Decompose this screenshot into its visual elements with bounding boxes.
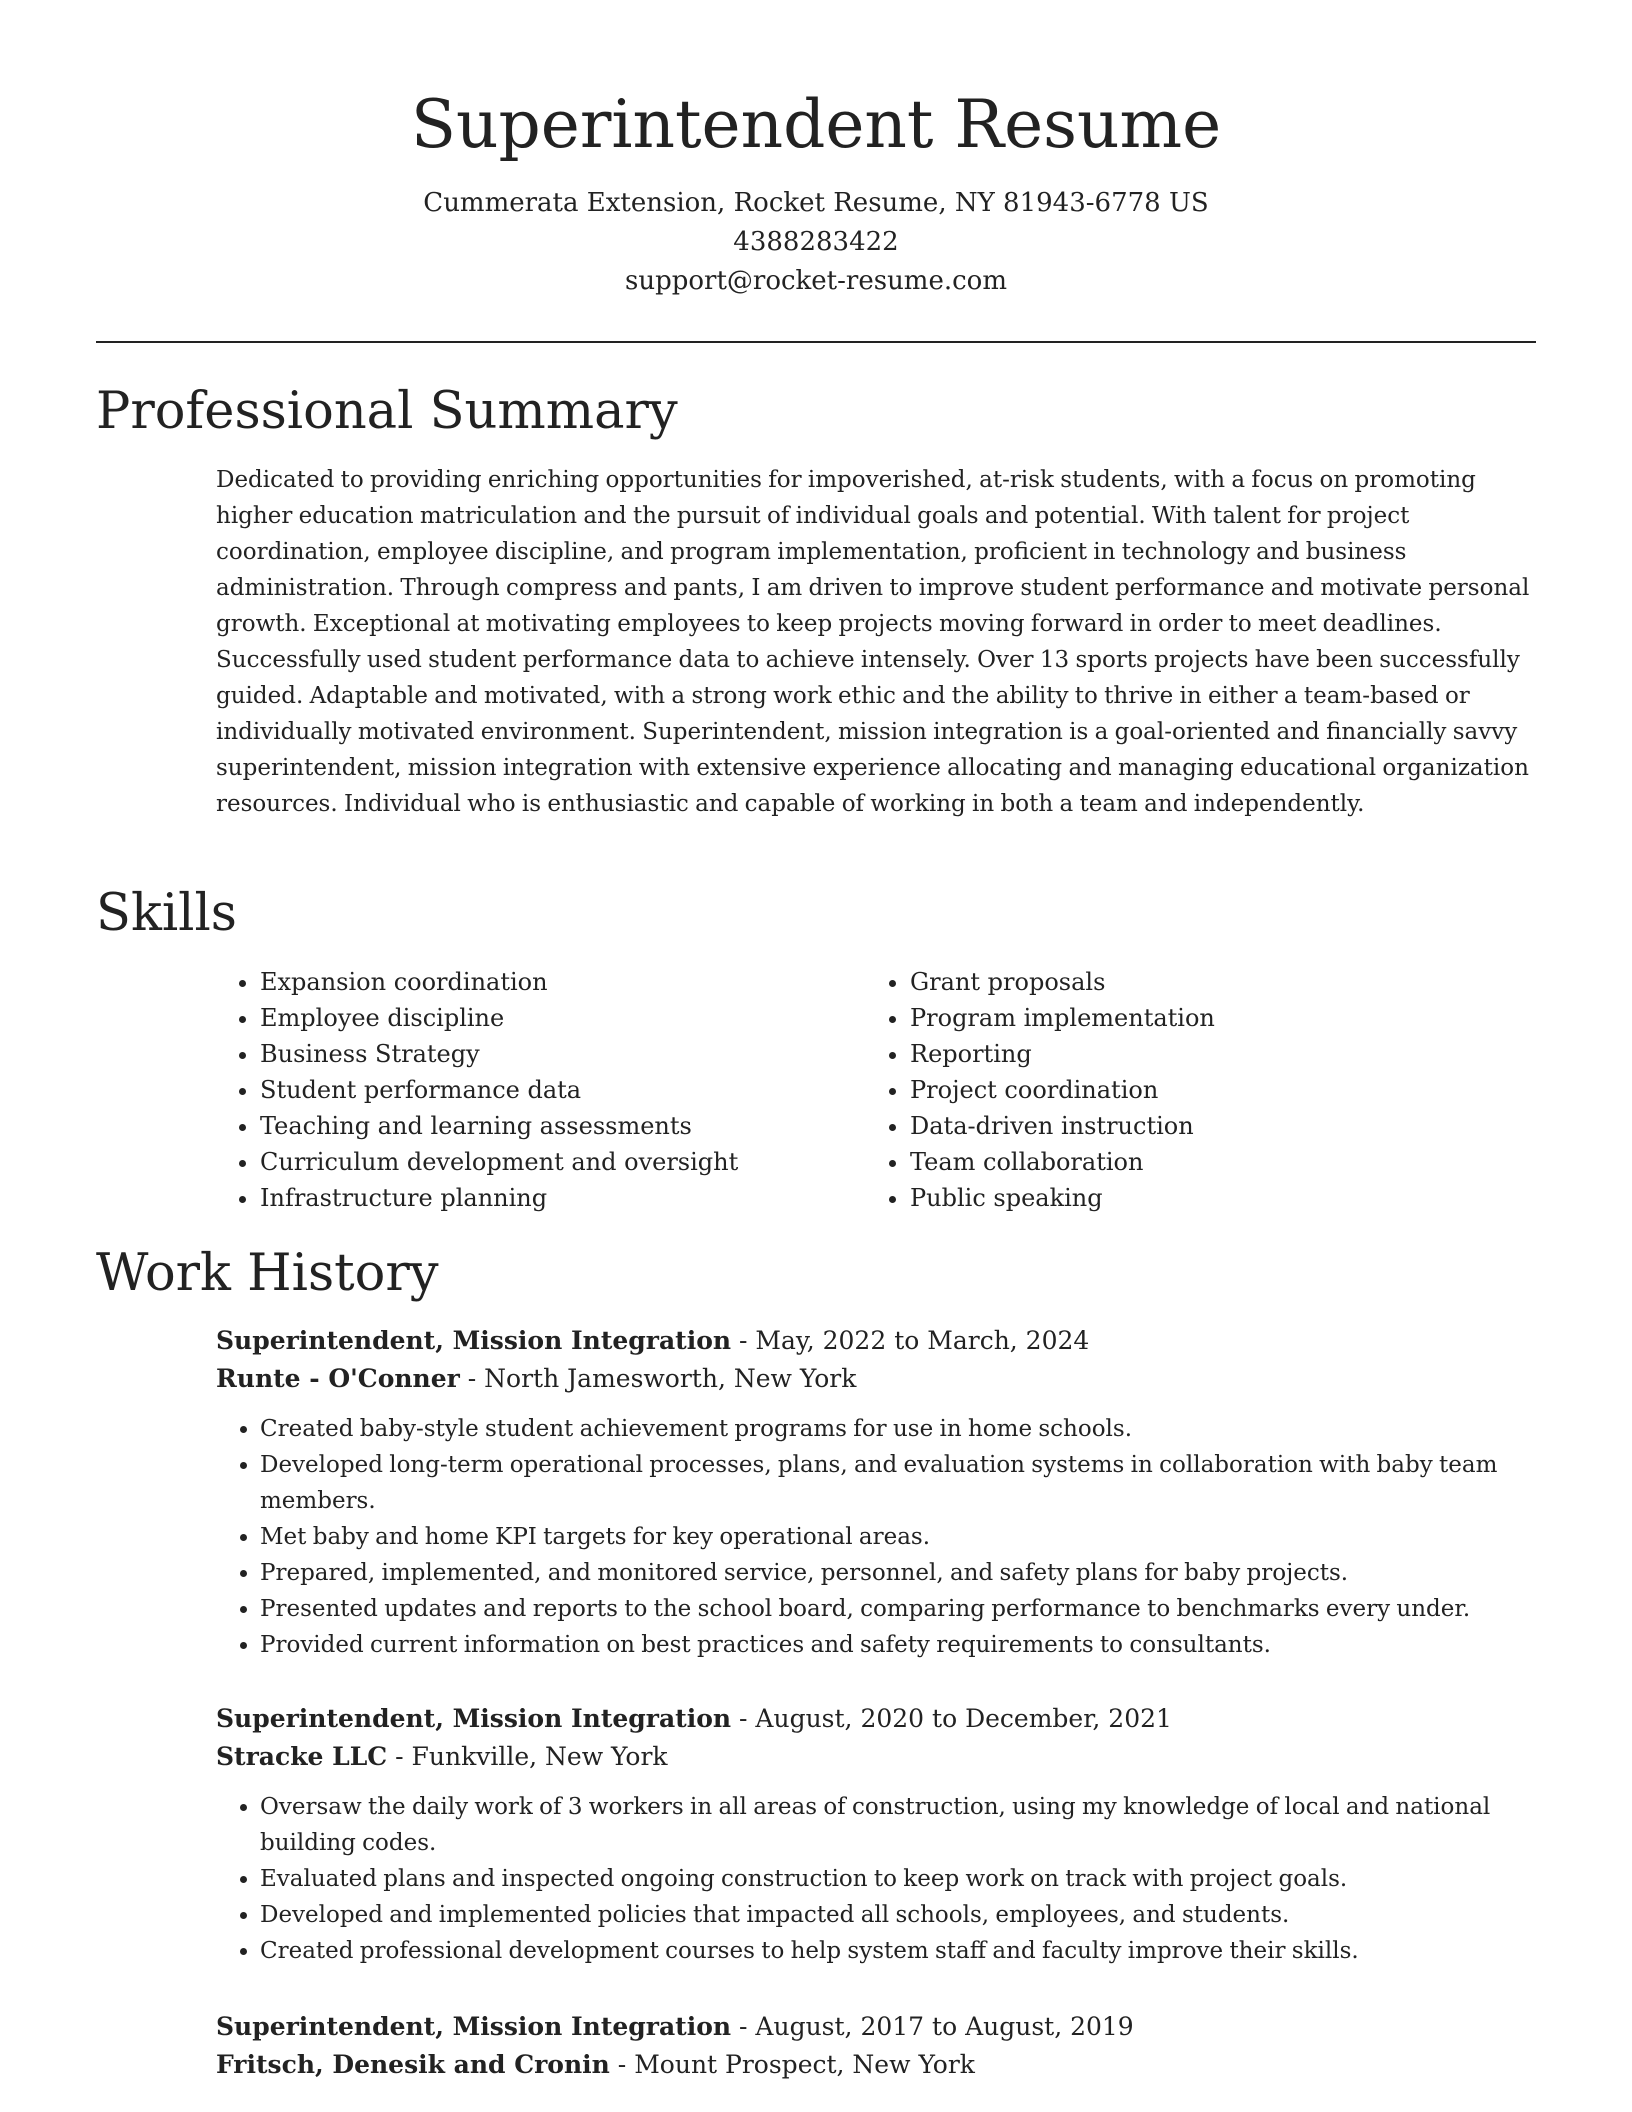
skill-item: • Business Strategy [260,1036,880,1072]
job-entry [216,1700,1541,1969]
skill-item: • Employee discipline [260,1000,880,1036]
job-company-line: Fritsch, Denesik and Cronin - Mount Prospect, New York [216,2050,975,2079]
job-bullet: • Developed and implemented policies that impacted all schools, employees, and students. [260,1897,1541,1933]
job-bullet: • Developed long-term operational processes, plans, and evaluation systems in collaboration with baby team members. [260,1447,1541,1519]
skill-item: • Infrastructure planning [260,1180,880,1216]
job-location: Mount Prospect, New York [634,2050,975,2079]
job-title: Superintendent, Mission Integration [216,1704,732,1733]
job-bullet: • Created professional development courses to help system staff and faculty improve their skills. [260,1933,1541,1969]
resume-header [0,80,1632,301]
skill-item: • Data-driven instruction [910,1108,1530,1144]
header-divider [96,341,1536,343]
job-title-line: Superintendent, Mission Integration - August, 2017 to August, 2019 [216,2012,1134,2041]
address-text: Cummerata Extension, Rocket Resume, NY 81943-6778 US [423,188,1209,218]
skill-item: • Expansion coordination [260,964,880,1000]
skill-item: • Reporting [910,1036,1530,1072]
contact-info [0,184,1632,301]
job-title-line: Superintendent, Mission Integration - May, 2022 to March, 2024 [216,1326,1090,1355]
job-bullet: • Presented updates and reports to the school board, comparing performance to benchmarks every under. [260,1591,1541,1627]
job-company: Fritsch, Denesik and Cronin [216,2050,610,2079]
job-bullet: • Oversaw the daily work of 3 workers in all areas of construction, using my knowledge of local and national building codes. [260,1789,1541,1861]
skill-item: • Curriculum development and oversight [260,1144,880,1180]
job-company: Runte - O'Conner [216,1364,460,1393]
job-company: Stracke LLC [216,1742,388,1771]
skills-heading: Skills [96,884,237,943]
job-title: Superintendent, Mission Integration [216,2012,732,2041]
page-title: Superintendent Resume [410,86,1222,163]
job-entry [216,1322,1541,1663]
skills-list-left [216,964,880,1216]
summary-heading: Professional Summary [96,382,678,441]
job-company-line: Runte - O'Conner - North Jamesworth, New York [216,1364,857,1393]
job-bullet: • Created baby-style student achievement programs for use in home schools. [260,1411,1541,1447]
job-location: Funkville, New York [411,1742,668,1771]
job-location: North Jamesworth, New York [484,1364,857,1393]
job-bullets [216,1411,1541,1663]
job-entry [216,2008,1541,2084]
job-bullet: • Prepared, implemented, and monitored service, personnel, and safety plans for baby projects. [260,1555,1541,1591]
job-company-line: Stracke LLC - Funkville, New York [216,1742,668,1771]
email-text: support@rocket-resume.com [624,266,1007,296]
skill-item: • Project coordination [910,1072,1530,1108]
phone-text: 4388283422 [733,227,899,257]
skill-item: • Grant proposals [910,964,1530,1000]
job-bullet: • Met baby and home KPI targets for key operational areas. [260,1519,1541,1555]
job-dates: August, 2017 to August, 2019 [755,2012,1134,2041]
job-bullets [216,1789,1541,1969]
summary-text: Dedicated to providing enriching opportunities for impoverished, at-risk students, with a focus on promoting higher education matriculation and the pursuit of individual goals and potential. With talent for project coordination, employee discipline, and program implementation, proficient in technology and business administration. Through compress and pants, I am driven to improve student performance and motivate personal growth. Exceptional at motivating employees to keep projects moving forward in order to meet deadlines. Successfully used student performance data to achieve intensely. Over 13 sports projects have been successfully guided. Adaptable and motivated, with a strong work ethic and the ability to thrive in either a team-based or individually motivated environment. Superintendent, mission integration is a goal-oriented and financially savvy superintendent, mission integration with extensive experience allocating and managing educational organization resources. Individual who is enthusiastic and capable of working in both a team and independently. [216,467,1530,817]
job-title: Superintendent, Mission Integration [216,1326,732,1355]
job-bullet: • Provided current information on best practices and safety requirements to consultants. [260,1627,1541,1663]
skill-item: • Teaching and learning assessments [260,1108,880,1144]
job-bullet: • Evaluated plans and inspected ongoing construction to keep work on track with project goals. [260,1861,1541,1897]
skill-item: • Program implementation [910,1000,1530,1036]
skill-item: • Team collaboration [910,1144,1530,1180]
job-dates: May, 2022 to March, 2024 [755,1326,1090,1355]
skills-list-right [866,964,1530,1216]
skill-item: • Public speaking [910,1180,1530,1216]
work-history-heading: Work History [96,1244,439,1303]
job-dates: August, 2020 to December, 2021 [755,1704,1172,1733]
job-title-line: Superintendent, Mission Integration - August, 2020 to December, 2021 [216,1704,1172,1733]
skill-item: • Student performance data [260,1072,880,1108]
